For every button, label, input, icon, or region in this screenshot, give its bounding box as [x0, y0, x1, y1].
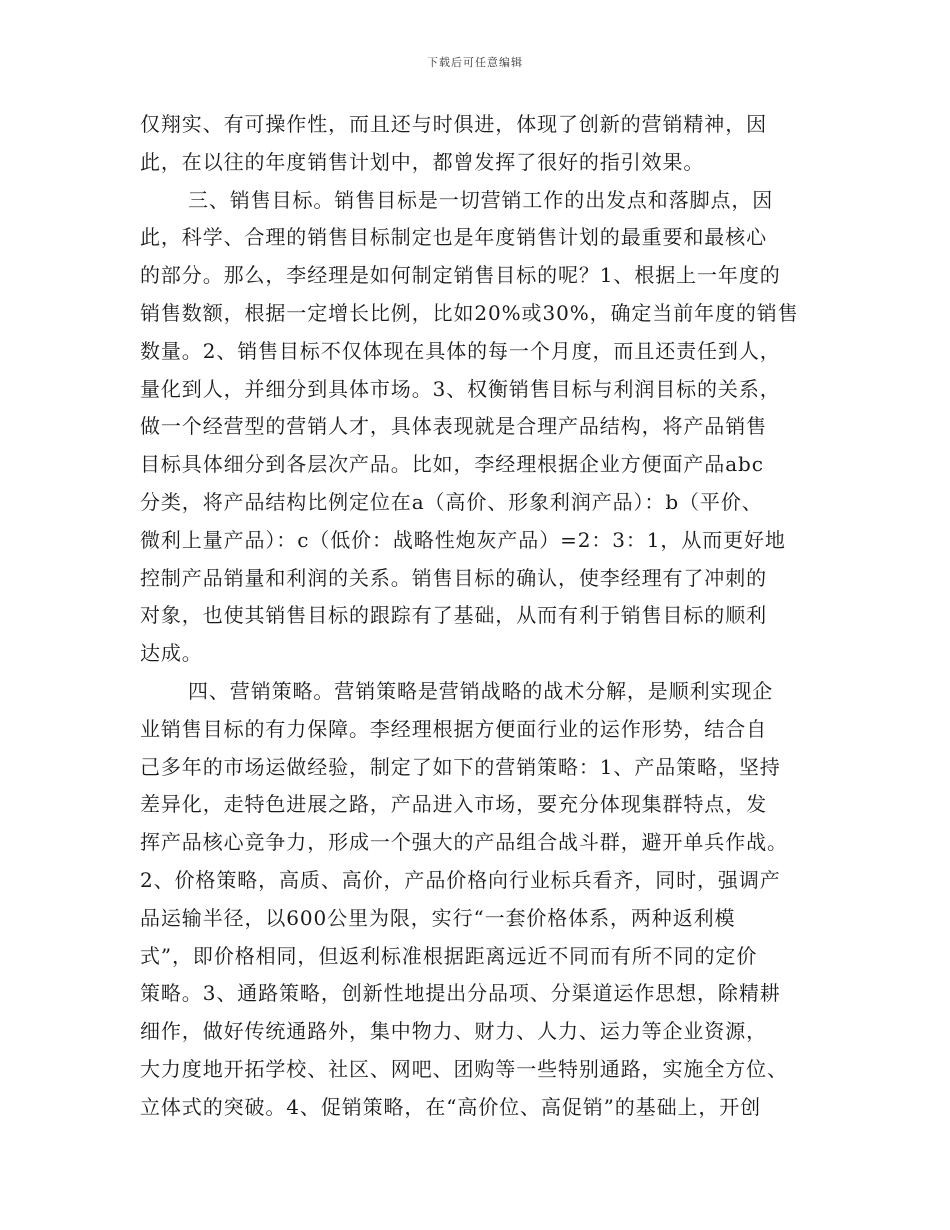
text-line: 此，在以往的年度销售计划中，都曾发挥了很好的指引效果。 — [140, 149, 705, 174]
text-line: 细作，做好传统通路外，集中物力、财力、人力、运力等企业资源， — [140, 1019, 767, 1044]
text-line: 销售数额，根据一定增长比例，比如20%或30%，确定当前年度的销售 — [140, 300, 799, 325]
text-line: 数量。2、销售目标不仅体现在具体的每一个月度，而且还责任到人， — [140, 338, 781, 363]
text-line: 挥产品核心竞争力，形成一个强大的产品组合战斗群，避开单兵作战。 — [140, 830, 788, 855]
text-line: 2、价格策略，高质、高价，产品价格向行业标兵看齐，同时，强调产 — [140, 867, 781, 892]
text-line: 四、营销策略。营销策略是营销战略的战术分解，是顺利实现企 — [188, 678, 774, 703]
text-line: 对象，也使其销售目标的跟踪有了基础，从而有利于销售目标的顺利 — [140, 603, 767, 628]
text-line: 己多年的市场运做经验，制定了如下的营销策略：1、产品策略，坚持 — [140, 754, 781, 779]
text-line: 立体式的突破。4、促销策略，在“高价位、高促销”的基础上，开创 — [140, 1094, 762, 1119]
text-line: 品运输半径，以600公里为限，实行“一套价格体系，两种返利模 — [140, 905, 736, 930]
text-line: 量化到人，并细分到具体市场。3、权衡销售目标与利润目标的关系， — [140, 376, 781, 401]
text-line: 大力度地开拓学校、社区、网吧、团购等一些特别通路，实施全方位、 — [140, 1056, 788, 1081]
text-line: 分类，将产品结构比例定位在a（高价、形象利润产品）：b（平价、 — [140, 489, 763, 514]
text-line: 达成。 — [140, 641, 203, 666]
text-line: 三、销售目标。销售目标是一切营销工作的出发点和落脚点，因 — [188, 187, 774, 212]
text-line: 式”，即价格相同，但返利标准根据距离远近不同而有所不同的定价 — [140, 943, 758, 968]
text-line: 做一个经营型的营销人才，具体表现就是合理产品结构，将产品销售 — [140, 414, 767, 439]
text-line: 仅翔实、有可操作性，而且还与时俱进，体现了创新的营销精神，因 — [140, 112, 767, 136]
text-line: 的部分。那么，李经理是如何制定销售目标的呢？1、根据上一年度的 — [140, 263, 781, 288]
page-header: 下载后可任意编辑 — [427, 56, 523, 69]
text-line: 业销售目标的有力保障。李经理根据方便面行业的运作形势，结合自 — [140, 716, 767, 741]
text-line: 差异化，走特色进展之路，产品进入市场，要充分体现集群特点，发 — [140, 792, 767, 817]
text-line: 微利上量产品）：c（低价：战略性炮灰产品）=2：3：1，从而更好地 — [140, 527, 786, 552]
text-line: 此，科学、合理的销售目标制定也是年度销售计划的最重要和最核心 — [140, 225, 767, 250]
document-body — [140, 106, 805, 1127]
text-line: 策略。3、通路策略，创新性地提出分品项、分渠道运作思想，除精耕 — [140, 981, 781, 1006]
text-line: 目标具体细分到各层次产品。比如，李经理根据企业方便面产品abc — [140, 452, 764, 477]
text-line: 控制产品销量和利润的关系。销售目标的确认，使李经理有了冲刺的 — [140, 565, 767, 590]
